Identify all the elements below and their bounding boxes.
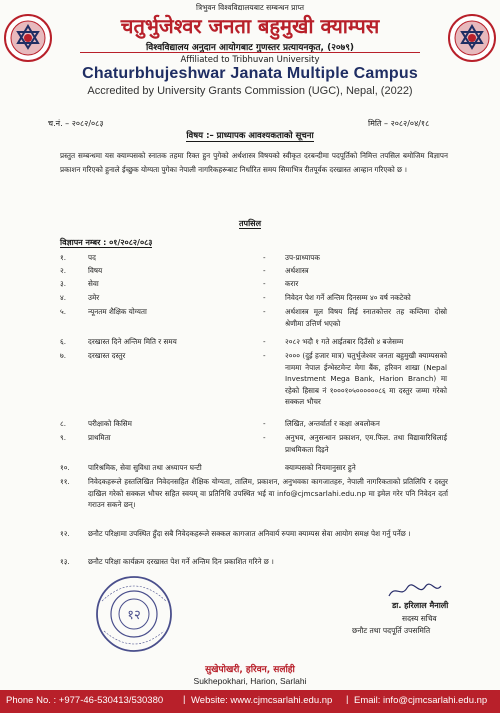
row-number: ५. xyxy=(60,307,67,316)
note-number: ११. xyxy=(60,477,70,486)
row-label: पारिश्रमिक, सेवा सुविधा तथा अध्यापन घन्टी xyxy=(88,463,202,472)
subject-text: विषय :– प्राध्यापक आवश्यकताको सूचना xyxy=(186,131,314,141)
row-number: १. xyxy=(60,253,67,262)
row-number: ९. xyxy=(60,433,67,442)
college-name-np: चतुर्भुजेश्वर जनता बहुमुखी क्याम्पस xyxy=(120,14,380,38)
row-number: ३. xyxy=(60,279,67,288)
row-label: पद xyxy=(88,253,96,262)
affiliation-line-np: त्रिभुवन विश्वविद्यालयबाट सम्बन्धन प्राप्त xyxy=(196,3,304,12)
reference-number: च.नं. – २०८२/०८३ xyxy=(48,119,104,128)
affiliation-line-en: Affiliated to Tribhuvan University xyxy=(180,55,320,65)
row-dash: - xyxy=(263,433,266,442)
row-number: १०. xyxy=(60,463,70,472)
advertisement-number-text: विज्ञापन नम्बर : ०१/२०८२/०८३ xyxy=(60,238,153,247)
row-value: लिखित, अन्तर्वार्ता र कक्षा अवलोकन xyxy=(285,419,380,428)
footer-separator: | xyxy=(183,694,186,705)
notice-subject xyxy=(0,130,500,141)
signatory-committee: छनौट तथा पदपूर्ति उपसमिति xyxy=(352,626,431,635)
handwritten-signature xyxy=(385,582,445,600)
details-heading-text: तपसिल xyxy=(238,219,261,228)
accreditation-line-en: Accredited by University Grants Commission (UGC), Nepal, (2022) xyxy=(87,85,413,97)
row-number: ४. xyxy=(60,293,67,302)
letterhead xyxy=(0,0,500,108)
signatory-name: डा. हरिलाल मैनाली xyxy=(392,601,449,610)
row-value: अर्थशास्त्र मूल विषय लिई स्नातकोत्तर तह कम्तिमा दोस्रो श्रेणीमा उत्तिर्ण भएको xyxy=(285,307,447,328)
row-label: दरखास्त दस्तुर xyxy=(88,351,126,360)
footer-phone: Phone No. : +977-46-530413/530380 xyxy=(6,695,164,706)
footer-address xyxy=(0,658,500,690)
note-number: १२. xyxy=(60,529,70,538)
row-value: करार xyxy=(285,279,299,288)
row-dash: - xyxy=(263,253,266,262)
header-divider xyxy=(80,52,420,53)
note-text: छनौट परिक्षा कार्यक्रम दरखास्त पेश गर्ने अन्तिम दिन प्रकाशित गरिने छ । xyxy=(88,557,274,566)
note-text: छनौट परिक्षामा उपस्थित हुँदा सबै निवेदकहरूले सक्कल कागजात अनिवार्य रुपमा क्याम्पस सेवा आयोग समक्ष पेश गर्नु पर्नेछ । xyxy=(88,529,411,538)
note-text: निवेदकहरूले हस्तलिखित निवेदनसहित शैक्षिक योग्यता, तालिम, प्रकाशन, अनुभवका कागजातहरु, नेपाली नागरिकताको प्रतिलिपि र दस्तुर दाखिल गरेको सक्कल भौचर सहित स्वयम् वा प्रतिनिधि उपस्थित भई वा info@cjmcsarlahi.edu.np मा इमेल गरेर पनि निवेदन दर्ता गराउन सकने छन्। xyxy=(88,477,448,509)
intro-paragraph: प्रस्तुत सम्बन्धमा यस क्याम्पसको स्नातक तहमा रिक्त हुन पुगेको अर्थशास्त्र विषयको स्वीकृत दरबन्दीमा पदपूर्तिको निमित्त तपसिल बमोजिम विज्ञापन प्रकाशन गरिएको हुनाले ईच्छुक योग्यता पुगेका नेपाली नागरिकहरूबाट निर्धारित समय सिमाभित्र रीतपूर्वक दरखास्त आव्हान गरिएको छ । xyxy=(60,151,448,174)
row-label: न्यूनतम शैक्षिक योग्यता xyxy=(88,307,147,316)
note-number: १३. xyxy=(60,557,70,566)
row-dash: - xyxy=(263,351,266,360)
details-heading xyxy=(0,218,500,229)
footer-website[interactable]: Website: www.cjmcsarlahi.edu.np xyxy=(191,695,333,706)
row-label: उमेर xyxy=(88,293,100,302)
row-value: २००० (दुई हजार मात्र) चतुर्भुजेश्वर जनता बहुमुखी क्याम्पसको नाममा नेपाल ईन्भेस्टमेन्ट मेगा बैंक, हरिवन शाखा (Nepal Investment Mega Bank, Harion Branch) मा रहेको हिसाब नं १०००१०५००००००८६ मा दस्तुर जम्मा गरेको सक्कल भौचर xyxy=(285,351,447,406)
row-label: दरखास्त दिने अन्तिम मिति र समय xyxy=(88,337,177,346)
row-number: ७. xyxy=(60,351,67,360)
row-dash: - xyxy=(263,293,266,302)
footer-separator: | xyxy=(346,694,349,705)
advertisement-number xyxy=(60,237,152,248)
signatory-role: सदस्य सचिव xyxy=(402,614,437,623)
row-number: ६. xyxy=(60,337,67,346)
row-number: ८. xyxy=(60,419,67,428)
footer-address-np: सुखेपोखरी, हरिवन, सर्लाही xyxy=(205,665,295,675)
campus-seal-stamp xyxy=(84,575,184,653)
row-label: परीक्षाको किसिम xyxy=(88,419,132,428)
footer-contact-bar xyxy=(0,690,500,713)
row-value: २०८२ भदौ १ गते आईतबार दिउँसो ४ बजेसम्म xyxy=(285,337,404,346)
row-value: निवेदन पेश गर्ने अन्तिम दिनसम्म ४० वर्ष नकटेको xyxy=(285,293,411,302)
footer-address-en: Sukhepokhari, Harion, Sarlahi xyxy=(193,676,307,686)
row-label: सेवा xyxy=(88,279,99,288)
svg-text:१२: १२ xyxy=(127,608,141,623)
footer-email[interactable]: Email: info@cjmcsarlahi.edu.np xyxy=(354,695,488,706)
college-name-en: Chaturbhujeshwar Janata Multiple Campus xyxy=(82,65,418,82)
row-dash: - xyxy=(263,266,266,275)
notice-date: मिति – २०८२/०४/१८ xyxy=(368,119,430,128)
row-dash: - xyxy=(263,279,266,288)
row-number: २. xyxy=(60,266,67,275)
row-value: अनुभव, अनुसन्धान प्रकाशन, एम.फिल. तथा विद्यावारिधिलाई प्राथमिकता दिइने xyxy=(285,433,447,454)
row-value: क्याम्पसको नियमानुसार हुने xyxy=(285,463,356,472)
row-label: प्राथमिता xyxy=(88,433,111,442)
row-label: विषय xyxy=(88,266,103,275)
row-value: उप-प्राध्यापक xyxy=(285,253,320,262)
accreditation-line-np: विश्वविद्यालय अनुदान आयोगबाट गुणस्तर प्रत्यायनकृत, (२०७९) xyxy=(145,43,355,53)
row-dash: - xyxy=(263,307,266,316)
row-value: अर्थशास्त्र xyxy=(285,266,309,275)
row-dash: - xyxy=(263,419,266,428)
row-dash: - xyxy=(263,337,266,346)
